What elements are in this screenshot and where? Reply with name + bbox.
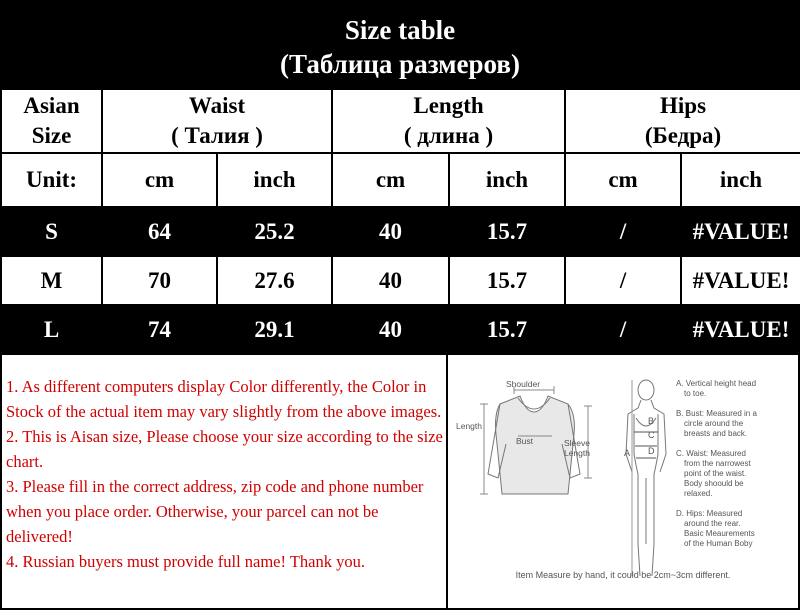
legend-d-line1: D. Hips: Measured (676, 509, 743, 518)
cell-length-inch: 15.7 (449, 207, 565, 256)
header-asian-size (1, 89, 102, 153)
unit-label: Unit: (1, 153, 102, 207)
cell-waist-inch: 25.2 (217, 207, 332, 256)
cell-waist-cm: 64 (102, 207, 217, 256)
body-sketch (626, 380, 666, 576)
legend-c-line1: C. Waist: Measured (676, 449, 746, 458)
label-sleeve-2: Length (564, 448, 590, 458)
table-row (1, 256, 800, 305)
label-sleeve-1: Sleeve (564, 438, 590, 448)
legend-b-line2: circle around the (684, 419, 744, 428)
note-item: 4. Russian buyers must provide full name! Thank you. (6, 552, 365, 571)
unit-hips-cm: cm (565, 153, 681, 207)
header-hips-line2: (Бедра) (644, 123, 722, 148)
cell-length-cm: 40 (332, 207, 449, 256)
cell-length-cm: 40 (332, 256, 449, 305)
unit-length-inch: inch (449, 153, 565, 207)
cell-hips-inch: #VALUE! (681, 207, 800, 256)
header-hips-line1: Hips (660, 93, 707, 118)
size-table (0, 88, 800, 355)
legend-b-line3: breasts and back. (684, 429, 748, 438)
table-unit-row (1, 153, 800, 207)
header-length-line1: Length (413, 93, 484, 118)
table-row (1, 207, 800, 256)
label-bust: Bust (516, 436, 534, 446)
legend-a-line1: A. Vertical height head (676, 379, 757, 388)
cell-hips-cm: / (565, 207, 681, 256)
label-length: Length (456, 421, 482, 431)
cell-length-inch: 15.7 (449, 256, 565, 305)
unit-waist-inch: inch (217, 153, 332, 207)
note-item: 1. As different computers display Color differently, the Color in Stock of the actual item may vary slightly from the above images. (6, 377, 442, 421)
legend-c-line2: from the narrowest (684, 459, 751, 468)
label-c: C (648, 430, 655, 440)
header-length-line2: ( длина ) (403, 123, 494, 148)
header-asian-size-line1: Asian (23, 93, 80, 118)
label-b: B (648, 416, 655, 426)
cell-waist-inch: 29.1 (217, 305, 332, 354)
page-subtitle: (Таблица размеров) (280, 49, 520, 79)
header-waist-line1: Waist (188, 93, 246, 118)
unit-hips-inch: inch (681, 153, 800, 207)
cell-size: L (1, 305, 102, 354)
unit-waist-cm: cm (102, 153, 217, 207)
bottom-margin (0, 610, 800, 614)
header-waist (102, 89, 332, 153)
legend-c-line3: point of the waist. (684, 469, 747, 478)
legend-c-line5: relaxed. (684, 489, 713, 498)
page-title: Size table (344, 15, 456, 45)
cell-hips-cm: / (565, 256, 681, 305)
table-row (1, 305, 800, 354)
measurement-legend (676, 379, 757, 548)
legend-d-line4: of the Human Boby (684, 539, 753, 548)
measurement-figure (448, 352, 800, 610)
notes-panel (0, 352, 448, 610)
table-header-row (1, 89, 800, 153)
legend-c-line4: Body shoould be (684, 479, 744, 488)
label-shoulder: Shoulder (506, 379, 541, 389)
cell-size: S (1, 207, 102, 256)
label-a: A (624, 448, 631, 458)
header-waist-line2: ( Талия ) (171, 123, 263, 148)
legend-d-line2: around the rear. (684, 519, 741, 528)
cell-length-cm: 40 (332, 305, 449, 354)
legend-a-line2: to toe. (684, 389, 707, 398)
title-band (0, 0, 800, 88)
cell-hips-inch: #VALUE! (681, 305, 800, 354)
figure-note: Item Measure by hand, it could be 2cm~3cm different. (515, 570, 731, 580)
cell-waist-cm: 70 (102, 256, 217, 305)
cell-hips-inch: #VALUE! (681, 256, 800, 305)
cell-hips-cm: / (565, 305, 681, 354)
header-length (332, 89, 565, 153)
legend-d-line3: Basic Meaurements (684, 529, 755, 538)
legend-b-line1: B. Bust: Measured in a (676, 409, 757, 418)
unit-length-cm: cm (332, 153, 449, 207)
cell-waist-inch: 27.6 (217, 256, 332, 305)
cell-length-inch: 15.7 (449, 305, 565, 354)
header-hips (565, 89, 800, 153)
note-item: 3. Please fill in the correct address, zip code and phone number when you place order. Otherwise, your parcel can not be delivered! (6, 477, 424, 546)
note-item: 2. This is Aisan size, Please choose your size according to the size chart. (6, 427, 443, 471)
label-d: D (648, 446, 655, 456)
cell-waist-cm: 74 (102, 305, 217, 354)
header-asian-size-line2: Size (31, 123, 72, 148)
cell-size: M (1, 256, 102, 305)
